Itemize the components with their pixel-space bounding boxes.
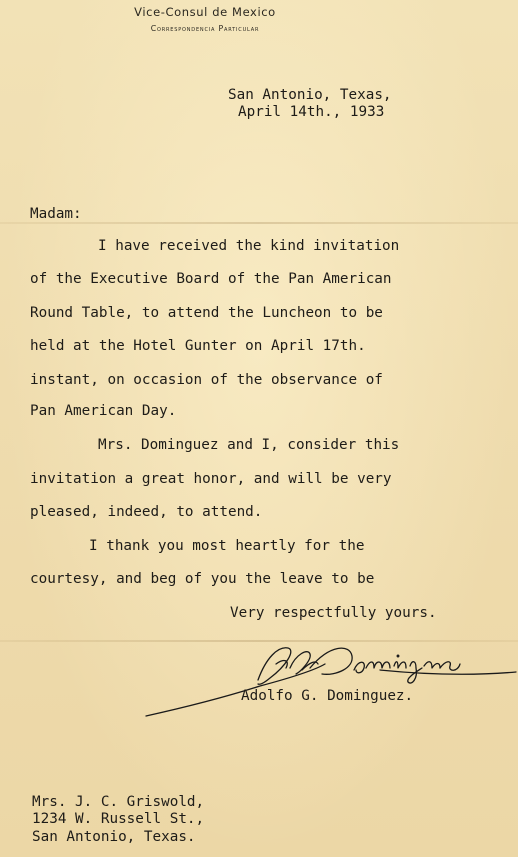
handwritten-signature xyxy=(140,638,518,720)
body-line: instant, on occasion of the observance of xyxy=(30,372,383,388)
recipient-street: 1234 W. Russell St., xyxy=(32,811,205,827)
body-line: Pan American Day. xyxy=(30,403,177,419)
body-line: courtesy, and beg of you the leave to be xyxy=(30,571,375,587)
body-line: I thank you most heartly for the xyxy=(89,538,365,554)
body-line: held at the Hotel Gunter on April 17th. xyxy=(30,338,366,354)
letter-date: April 14th., 1933 xyxy=(238,104,385,120)
body-line: of the Executive Board of the Pan American xyxy=(30,271,392,287)
body-line: pleased, indeed, to attend. xyxy=(30,504,263,520)
body-line: Mrs. Dominguez and I, consider this xyxy=(98,437,400,453)
letter-place: San Antonio, Texas, xyxy=(228,87,392,103)
letterhead-subtitle: Correspondencia Particular xyxy=(150,24,260,33)
recipient-city: San Antonio, Texas. xyxy=(32,829,196,845)
recipient-name: Mrs. J. C. Griswold, xyxy=(32,794,205,810)
closing: Very respectfully yours. xyxy=(230,605,437,621)
body-line: I have received the kind invitation xyxy=(98,238,400,254)
letterhead-title: Vice-Consul de Mexico xyxy=(134,5,276,19)
body-line: invitation a great honor, and will be very xyxy=(30,471,392,487)
salutation: Madam: xyxy=(30,206,82,222)
body-line: Round Table, to attend the Luncheon to be xyxy=(30,305,383,321)
signatory-name: Adolfo G. Dominguez. xyxy=(241,688,414,704)
